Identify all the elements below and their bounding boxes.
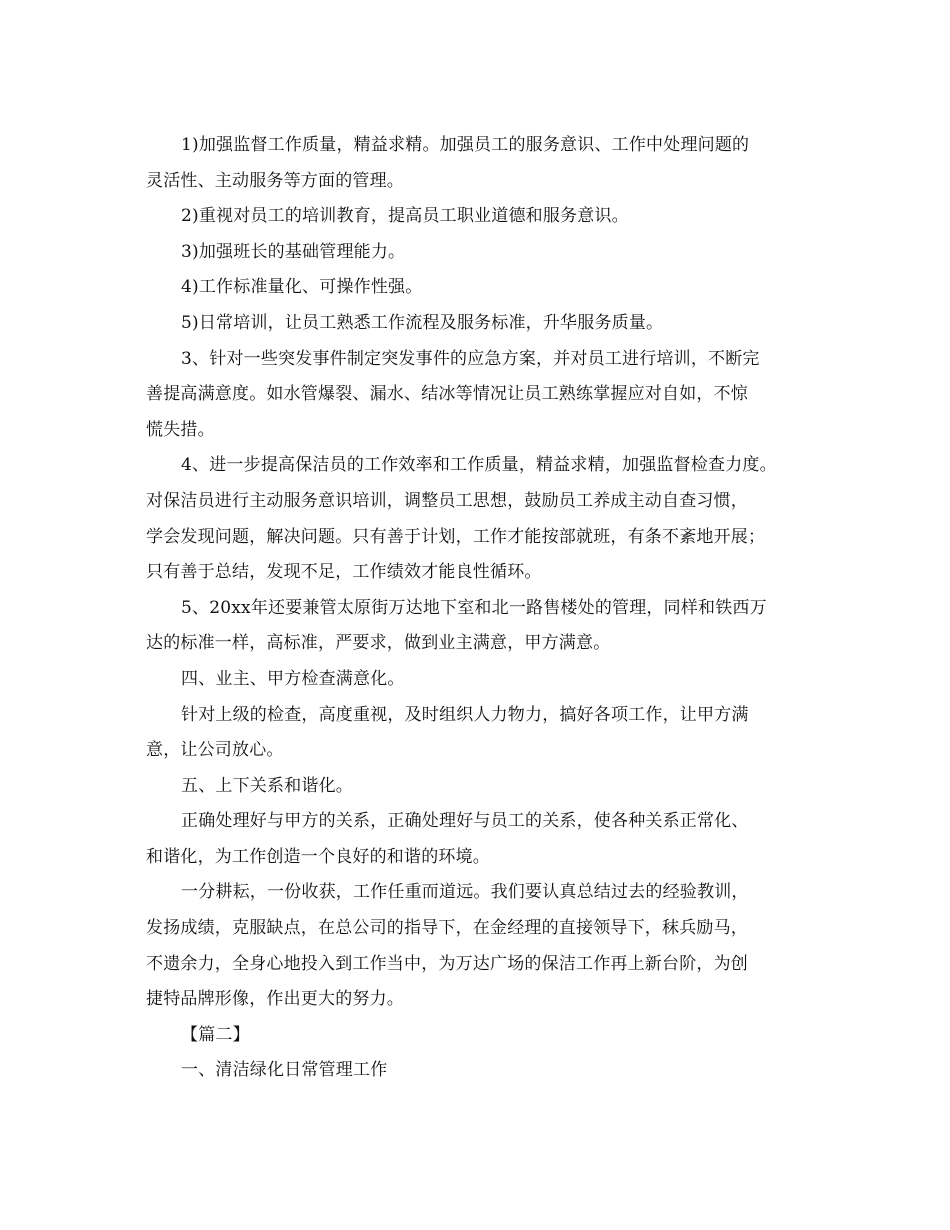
text-line: 一分耕耘，一份收获，工作任重而道远。我们要认真总结过去的经验教训， (181, 882, 749, 903)
text-line: 意，让公司放心。 (146, 740, 284, 761)
part-heading: 【篇二】 (181, 1024, 250, 1045)
text-line: 3)加强班长的基础管理能力。 (181, 241, 406, 262)
text-line: 针对上级的检查，高度重视，及时组织人力物力，搞好各项工作，让甲方满 (181, 704, 749, 725)
text-line: 学会发现问题，解决问题。只有善于计划，工作才能按部就班，有条不紊地开展； (146, 526, 766, 547)
text-line: 3、针对一些突发事件制定突发事件的应急方案，并对员工进行培训，不断完 (181, 348, 760, 369)
text-line: 只有善于总结，发现不足，工作绩效才能良性循环。 (146, 562, 542, 583)
text-line: 发扬成绩，克服缺点，在总公司的指导下，在金经理的直接领导下，秣兵励马， (146, 918, 748, 939)
text-line: 4、进一步提高保洁员的工作效率和工作质量，精益求精，加强监督检查力度。 (181, 455, 777, 476)
text-line: 对保洁员进行主动服务意识培训，调整员工思想，鼓励员工养成主动自查习惯， (146, 490, 748, 511)
text-line: 和谐化，为工作创造一个良好的和谐的环境。 (146, 846, 490, 867)
text-line: 1)加强监督工作质量，精益求精。加强员工的服务意识、工作中处理问题的 (181, 135, 750, 155)
section-heading: 一、清洁绿化日常管理工作 (181, 1060, 388, 1081)
section-heading: 四、业主、甲方检查满意化。 (181, 668, 405, 689)
text-line: 5、20xx年还要兼管太原街万达地下室和北一路售楼处的管理，同样和铁西万 (181, 597, 767, 618)
text-line: 正确处理好与甲方的关系，正确处理好与员工的关系，使各种关系正常化、 (181, 811, 749, 832)
text-line: 善提高满意度。如水管爆裂、漏水、结冰等情况让员工熟练掌握应对自如，不惊 (146, 384, 748, 405)
text-line: 4)工作标准量化、可操作性强。 (181, 277, 423, 298)
text-line: 捷特品牌形像，作出更大的努力。 (146, 989, 404, 1010)
text-line: 慌失措。 (146, 419, 215, 440)
text-line: 达的标准一样，高标准，严要求，做到业主满意，甲方满意。 (146, 633, 611, 654)
text-line: 5)日常培训，让员工熟悉工作流程及服务标准，升华服务质量。 (181, 312, 664, 333)
text-line: 不遗余力，全身心地投入到工作当中，为万达广场的保洁工作再上新台阶，为创 (146, 953, 748, 974)
text-line: 2)重视对员工的培训教育，提高员工职业道德和服务意识。 (181, 206, 629, 227)
section-heading: 五、上下关系和谐化。 (181, 775, 353, 796)
document-body (146, 128, 811, 1089)
text-line: 灵活性、主动服务等方面的管理。 (146, 170, 404, 191)
